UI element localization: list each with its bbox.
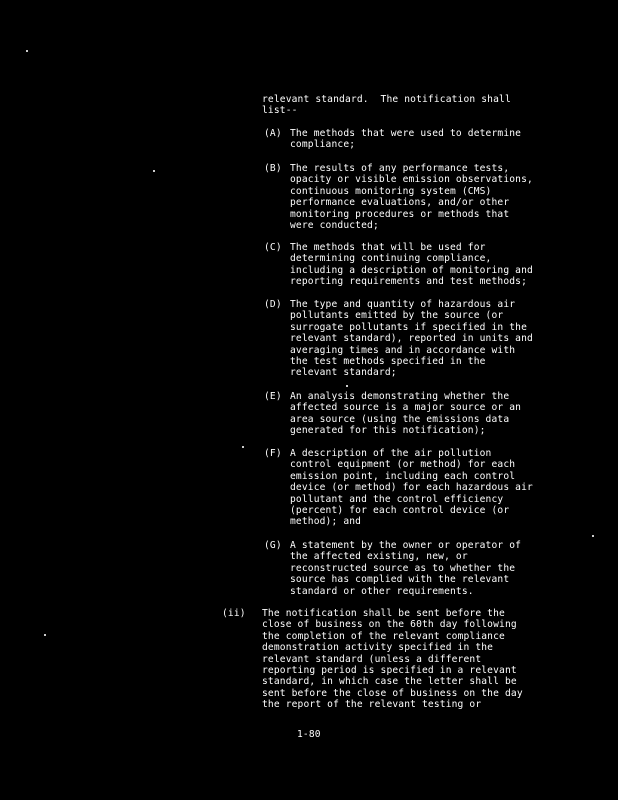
subsection-label: (ii) — [222, 608, 246, 619]
intro-paragraph: relevant standard. The notification shall list-- — [262, 94, 511, 117]
scan-speck — [592, 535, 594, 537]
item-text: A statement by the owner or operator of the affected existing, new, or reconstructed source as to whether the source has complied with the relevant standard or other requirements. — [290, 540, 522, 597]
item-text: The methods that will be used for determining continuing compliance, including a description of monitoring and reporting requirements and test methods; — [290, 242, 533, 288]
item-label: (E) — [264, 391, 282, 402]
list-item-f — [264, 448, 533, 528]
item-text: The results of any performance tests, opacity or visible emission observations, continuous monitoring system (CMS) performance evaluations, and/or other monitoring procedures or methods that were conducted; — [290, 163, 533, 232]
item-text: A description of the air pollution control equipment (or method) for each emission point, including each control device (or method) for each hazardous air pollutant and the control efficiency (percent) for each control device (or method); and — [290, 448, 533, 528]
item-text: The type and quantity of hazardous air pollutants emitted by the source (or surrogate pollutants if specified in the relevant standard), reported in units and averaging times and in accordance with the test methods specified in the relevant standard; — [290, 299, 533, 379]
item-label: (F) — [264, 448, 282, 459]
list-item-b — [264, 163, 533, 231]
subsection-ii — [222, 608, 523, 711]
list-item-c — [264, 242, 533, 288]
subsection-text: The notification shall be sent before the close of business on the 60th day following the completion of the relevant compliance demonstration activity specified in the relevant standard (unless a different reporting period is specified in a relevant standard, in which case the letter shall be sent before the close of business on the day the report of the relevant testing or — [262, 608, 523, 711]
item-label: (D) — [264, 299, 282, 310]
scan-speck — [346, 385, 348, 387]
item-text: An analysis demonstrating whether the affected source is a major source or an area source (using the emissions data generated for this notification); — [290, 391, 522, 437]
item-text: The methods that were used to determine compliance; — [290, 128, 522, 151]
list-item-g — [264, 540, 521, 597]
scan-speck — [26, 50, 28, 52]
scan-speck — [44, 634, 46, 636]
list-item-a — [264, 128, 521, 151]
item-label: (B) — [264, 163, 282, 174]
item-label: (A) — [264, 128, 282, 139]
scan-speck — [153, 170, 155, 172]
item-label: (C) — [264, 242, 282, 253]
page-number: 1-80 — [297, 729, 321, 740]
item-label: (G) — [264, 540, 282, 551]
scan-speck — [242, 446, 244, 448]
list-item-e — [264, 391, 521, 437]
list-item-d — [264, 299, 533, 379]
